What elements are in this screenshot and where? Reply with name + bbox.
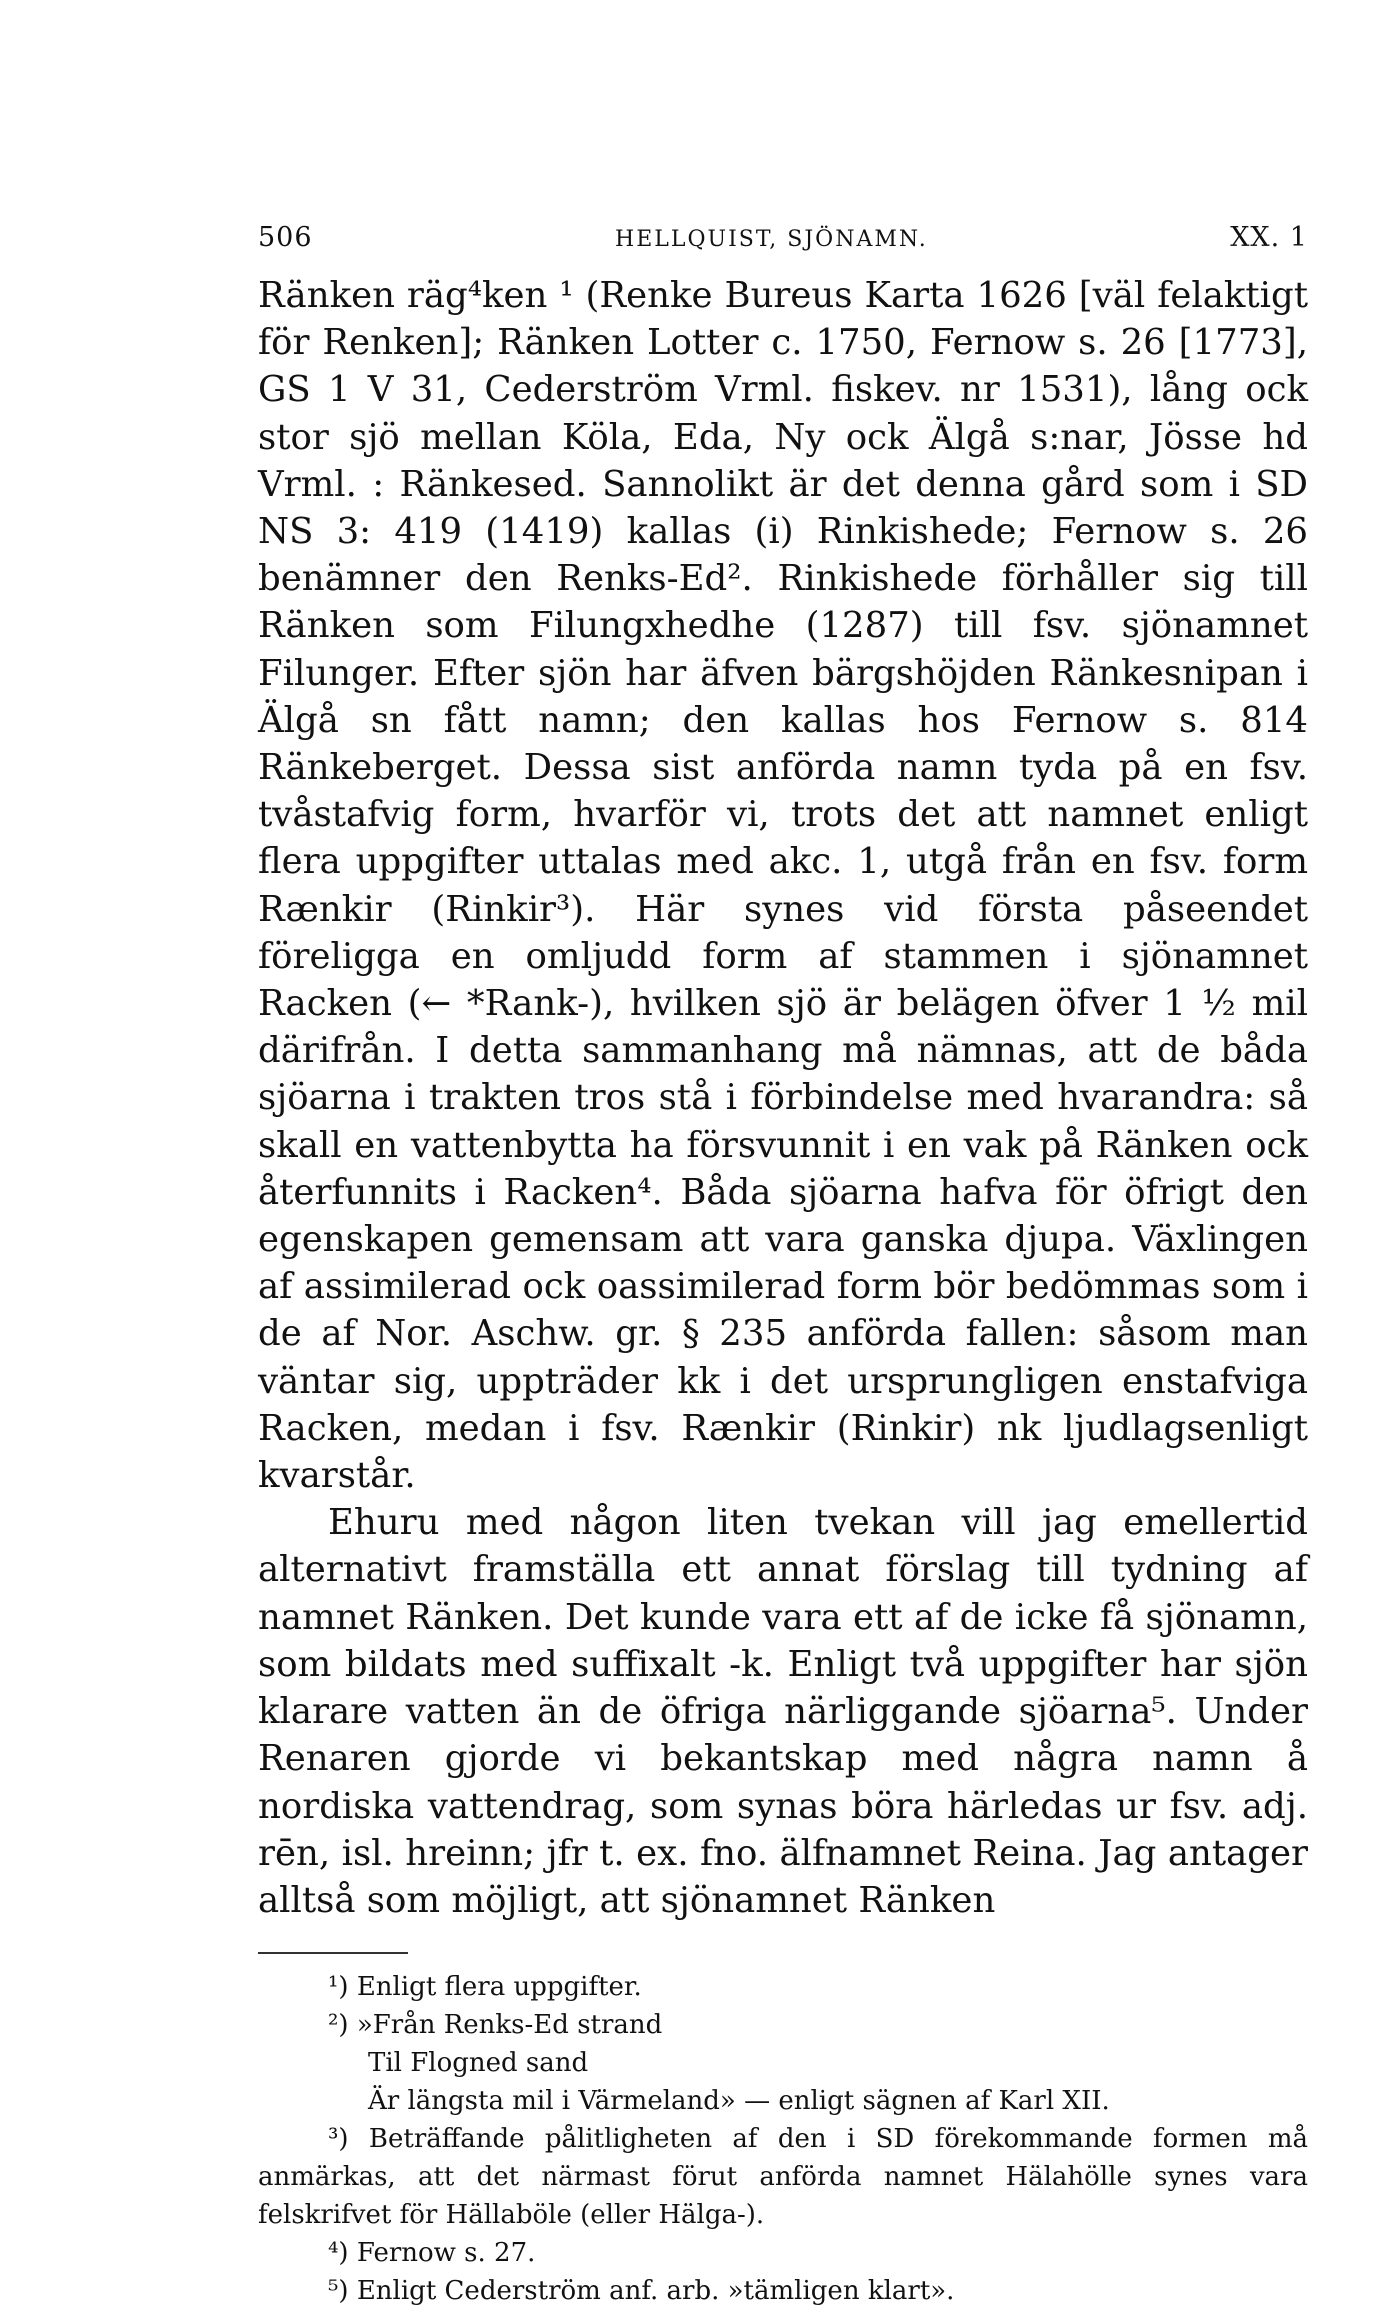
- footnote-4: ⁴) Fernow s. 27.: [328, 2238, 536, 2269]
- footnote-2-line-3: Är längsta mil i Värmeland» — enligt sägnen af Karl XII.: [368, 2086, 1110, 2117]
- footnote-2-line-1: ²) »Från Renks-Ed strand: [328, 2010, 663, 2041]
- page-number: 506: [258, 222, 313, 253]
- footnote-3: ³) Beträffande pålitligheten af den i SD förekommande formen må anmärkas, att det närmast förut anförda namnet Hälahölle synes vara felskrifvet för Hällaböle (eller Hälga-).: [258, 2124, 1308, 2231]
- running-head: [258, 222, 1308, 272]
- footnote-rule: [258, 1952, 408, 1954]
- footnotes: [258, 1968, 1308, 2310]
- footnote-5: ⁵) Enligt Cederström anf. arb. »tämligen klart».: [328, 2276, 955, 2307]
- paragraph-2: Ehuru med någon liten tvekan vill jag emellertid alternativt framställa ett annat förslag till tydning af namnet Ränken. Det kunde vara ett af de icke få sjönamn, som bildats med suffixalt -k. Enligt två uppgifter har sjön klarare vatten än de öfriga närliggande sjöarna⁵. Under Renaren gjorde vi bekantskap med några namn å nordiska vattendrag, som synas böra härledas ur fsv. adj. rēn, isl. hreinn; jfr t. ex. fno. älfnamnet Reina. Jag antager alltså som möjligt, att sjönamnet Ränken: [258, 1502, 1308, 1921]
- footnote-1: ¹) Enligt flera uppgifter.: [328, 1972, 642, 2003]
- body-text: [258, 272, 1308, 1924]
- page: [258, 222, 1308, 2310]
- paragraph-1: Ränken räg⁴ken ¹ (Renke Bureus Karta 1626 [väl felaktigt för Renken]; Ränken Lotter c. 1750, Fernow s. 26 [1773], GS 1 V 31, Cederström Vrml. fiskev. nr 1531), lång ock stor sjö mellan Köla, Eda, Ny ock Älgå s:nar, Jösse hd Vrml. : Ränkesed. Sannolikt är det denna gård som i SD NS 3: 419 (1419) kallas (i) Rinkishede; Fernow s. 26 benämner den Renks-Ed². Rinkishede förhåller sig till Ränken som Filungxhedhe (1287) till fsv. sjönamnet Filunger. Efter sjön har äfven bärgshöjden Ränkesnipan i Älgå sn fått namn; den kallas hos Fernow s. 814 Ränkeberget. Dessa sist anförda namn tyda på en fsv. tvåstafvig form, hvarför vi, trots det att namnet enligt flera uppgifter uttalas med akc. 1, utgå från en fsv. form Rænkir (Rinkir³). Här synes vid första påseendet föreligga en omljudd form af stammen i sjönamnet Racken (← *Rank-), hvilken sjö är belägen öfver 1 ½ mil därifrån. I detta sammanhang må nämnas, att de båda sjöarna i trakten tros stå i förbindelse med hvarandra: så skall en vattenbytta ha försvunnit i en vak på Ränken ock återfunnits i Racken⁴. Båda sjöarna hafva för öfrigt den egenskapen gemensam att vara ganska djupa. Växlingen af assimilerad ock oassimilerad form bör bedömmas som i de af Nor. Aschw. gr. § 235 anförda fallen: såsom man väntar sig, uppträder kk i det ursprungligen enstafviga Racken, medan i fsv. Rænkir (Rinkir) nk ljudlagsenligt kvarstår.: [258, 275, 1308, 1497]
- section-number: XX. 1: [1230, 222, 1308, 253]
- running-title: HELLQUIST, SJÖNAMN.: [615, 227, 928, 252]
- footnote-2-line-2: Til Flogned sand: [368, 2048, 589, 2079]
